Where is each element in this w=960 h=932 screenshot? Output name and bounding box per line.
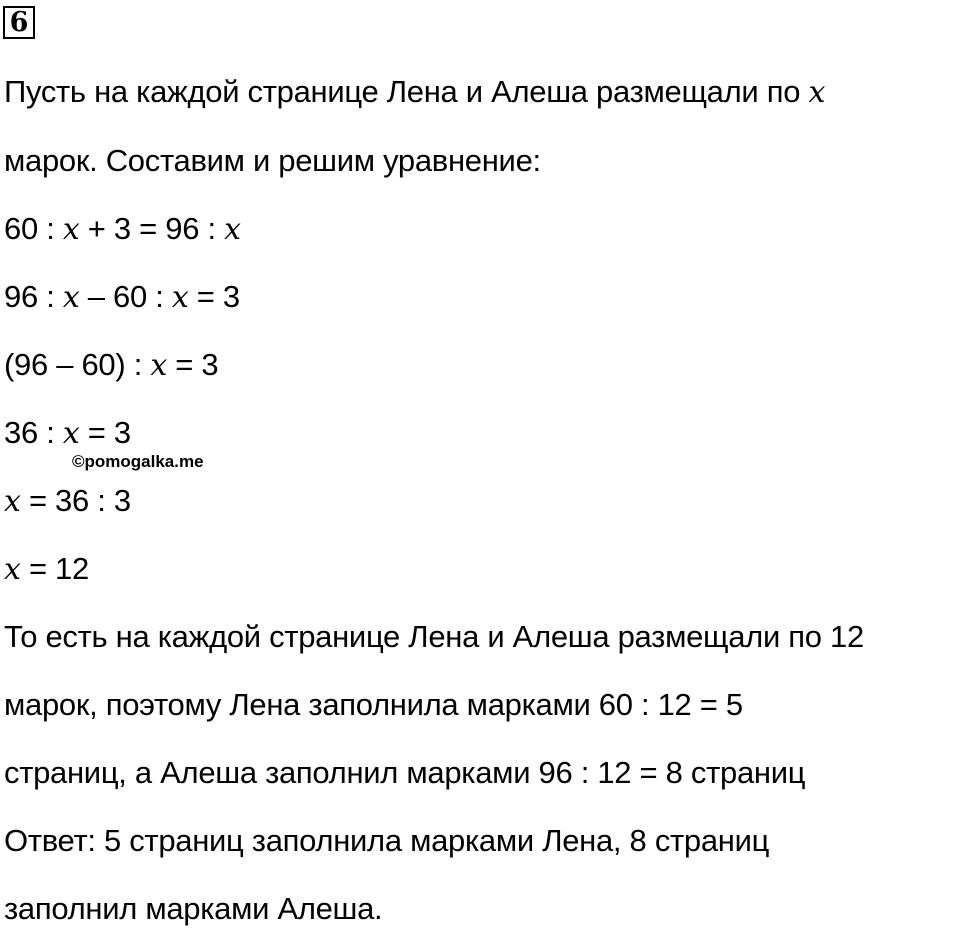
answer-line-2: [4, 891, 382, 927]
equation-line-6: [4, 551, 89, 588]
variable-x: x: [62, 212, 80, 247]
text-line-2: [4, 143, 541, 179]
variable-x: x: [4, 552, 21, 587]
text-segment: 36 :: [4, 415, 63, 450]
text-segment: То есть на каждой странице Лена и Алеша размещали по 12: [4, 619, 864, 654]
text-segment: 96 :: [4, 279, 63, 314]
text-line-3: [4, 619, 864, 655]
text-line-4: [4, 687, 743, 723]
equation-line-1: [4, 211, 241, 248]
text-segment: Ответ: 5 страниц заполнила марками Лена, 8 страниц: [4, 823, 770, 858]
text-segment: = 3: [79, 415, 131, 450]
variable-x: x: [62, 280, 80, 315]
variable-x: x: [150, 348, 167, 383]
watermark-text: ©pomogalka.me: [72, 452, 204, 471]
text-segment: марок. Составим и решим уравнение:: [4, 143, 541, 178]
equation-line-5: [4, 483, 131, 520]
answer-line-1: [4, 823, 769, 859]
variable-x: x: [808, 75, 826, 110]
equation-line-3: [4, 347, 218, 384]
text-segment: страниц, а Алеша заполнил марками 96 : 12 = 8 страниц: [4, 755, 806, 790]
text-segment: 60 :: [4, 211, 63, 246]
text-line-5: [4, 755, 805, 791]
text-segment: – 60 :: [79, 279, 172, 314]
variable-x: x: [171, 280, 189, 315]
text-line-1: [4, 74, 825, 111]
text-segment: = 3: [188, 279, 240, 314]
variable-x: x: [224, 212, 241, 247]
variable-x: x: [4, 484, 21, 519]
text-segment: = 3: [166, 347, 219, 382]
equation-line-2: [4, 279, 240, 316]
text-segment: = 36 : 3: [20, 483, 131, 518]
text-segment: марок, поэтому Лена заполнила марками 60 : 12 = 5: [4, 687, 743, 722]
text-segment: заполнил марками Алеша.: [4, 891, 383, 926]
variable-x: x: [62, 416, 80, 451]
text-segment: + 3 = 96 :: [79, 211, 225, 246]
equation-line-4: [4, 415, 131, 452]
task-number-box: 6: [3, 6, 35, 39]
text-segment: Пусть на каждой странице Лена и Алеша размещали по: [4, 74, 809, 109]
text-segment: (96 – 60) :: [4, 347, 151, 382]
text-segment: = 12: [20, 551, 89, 586]
